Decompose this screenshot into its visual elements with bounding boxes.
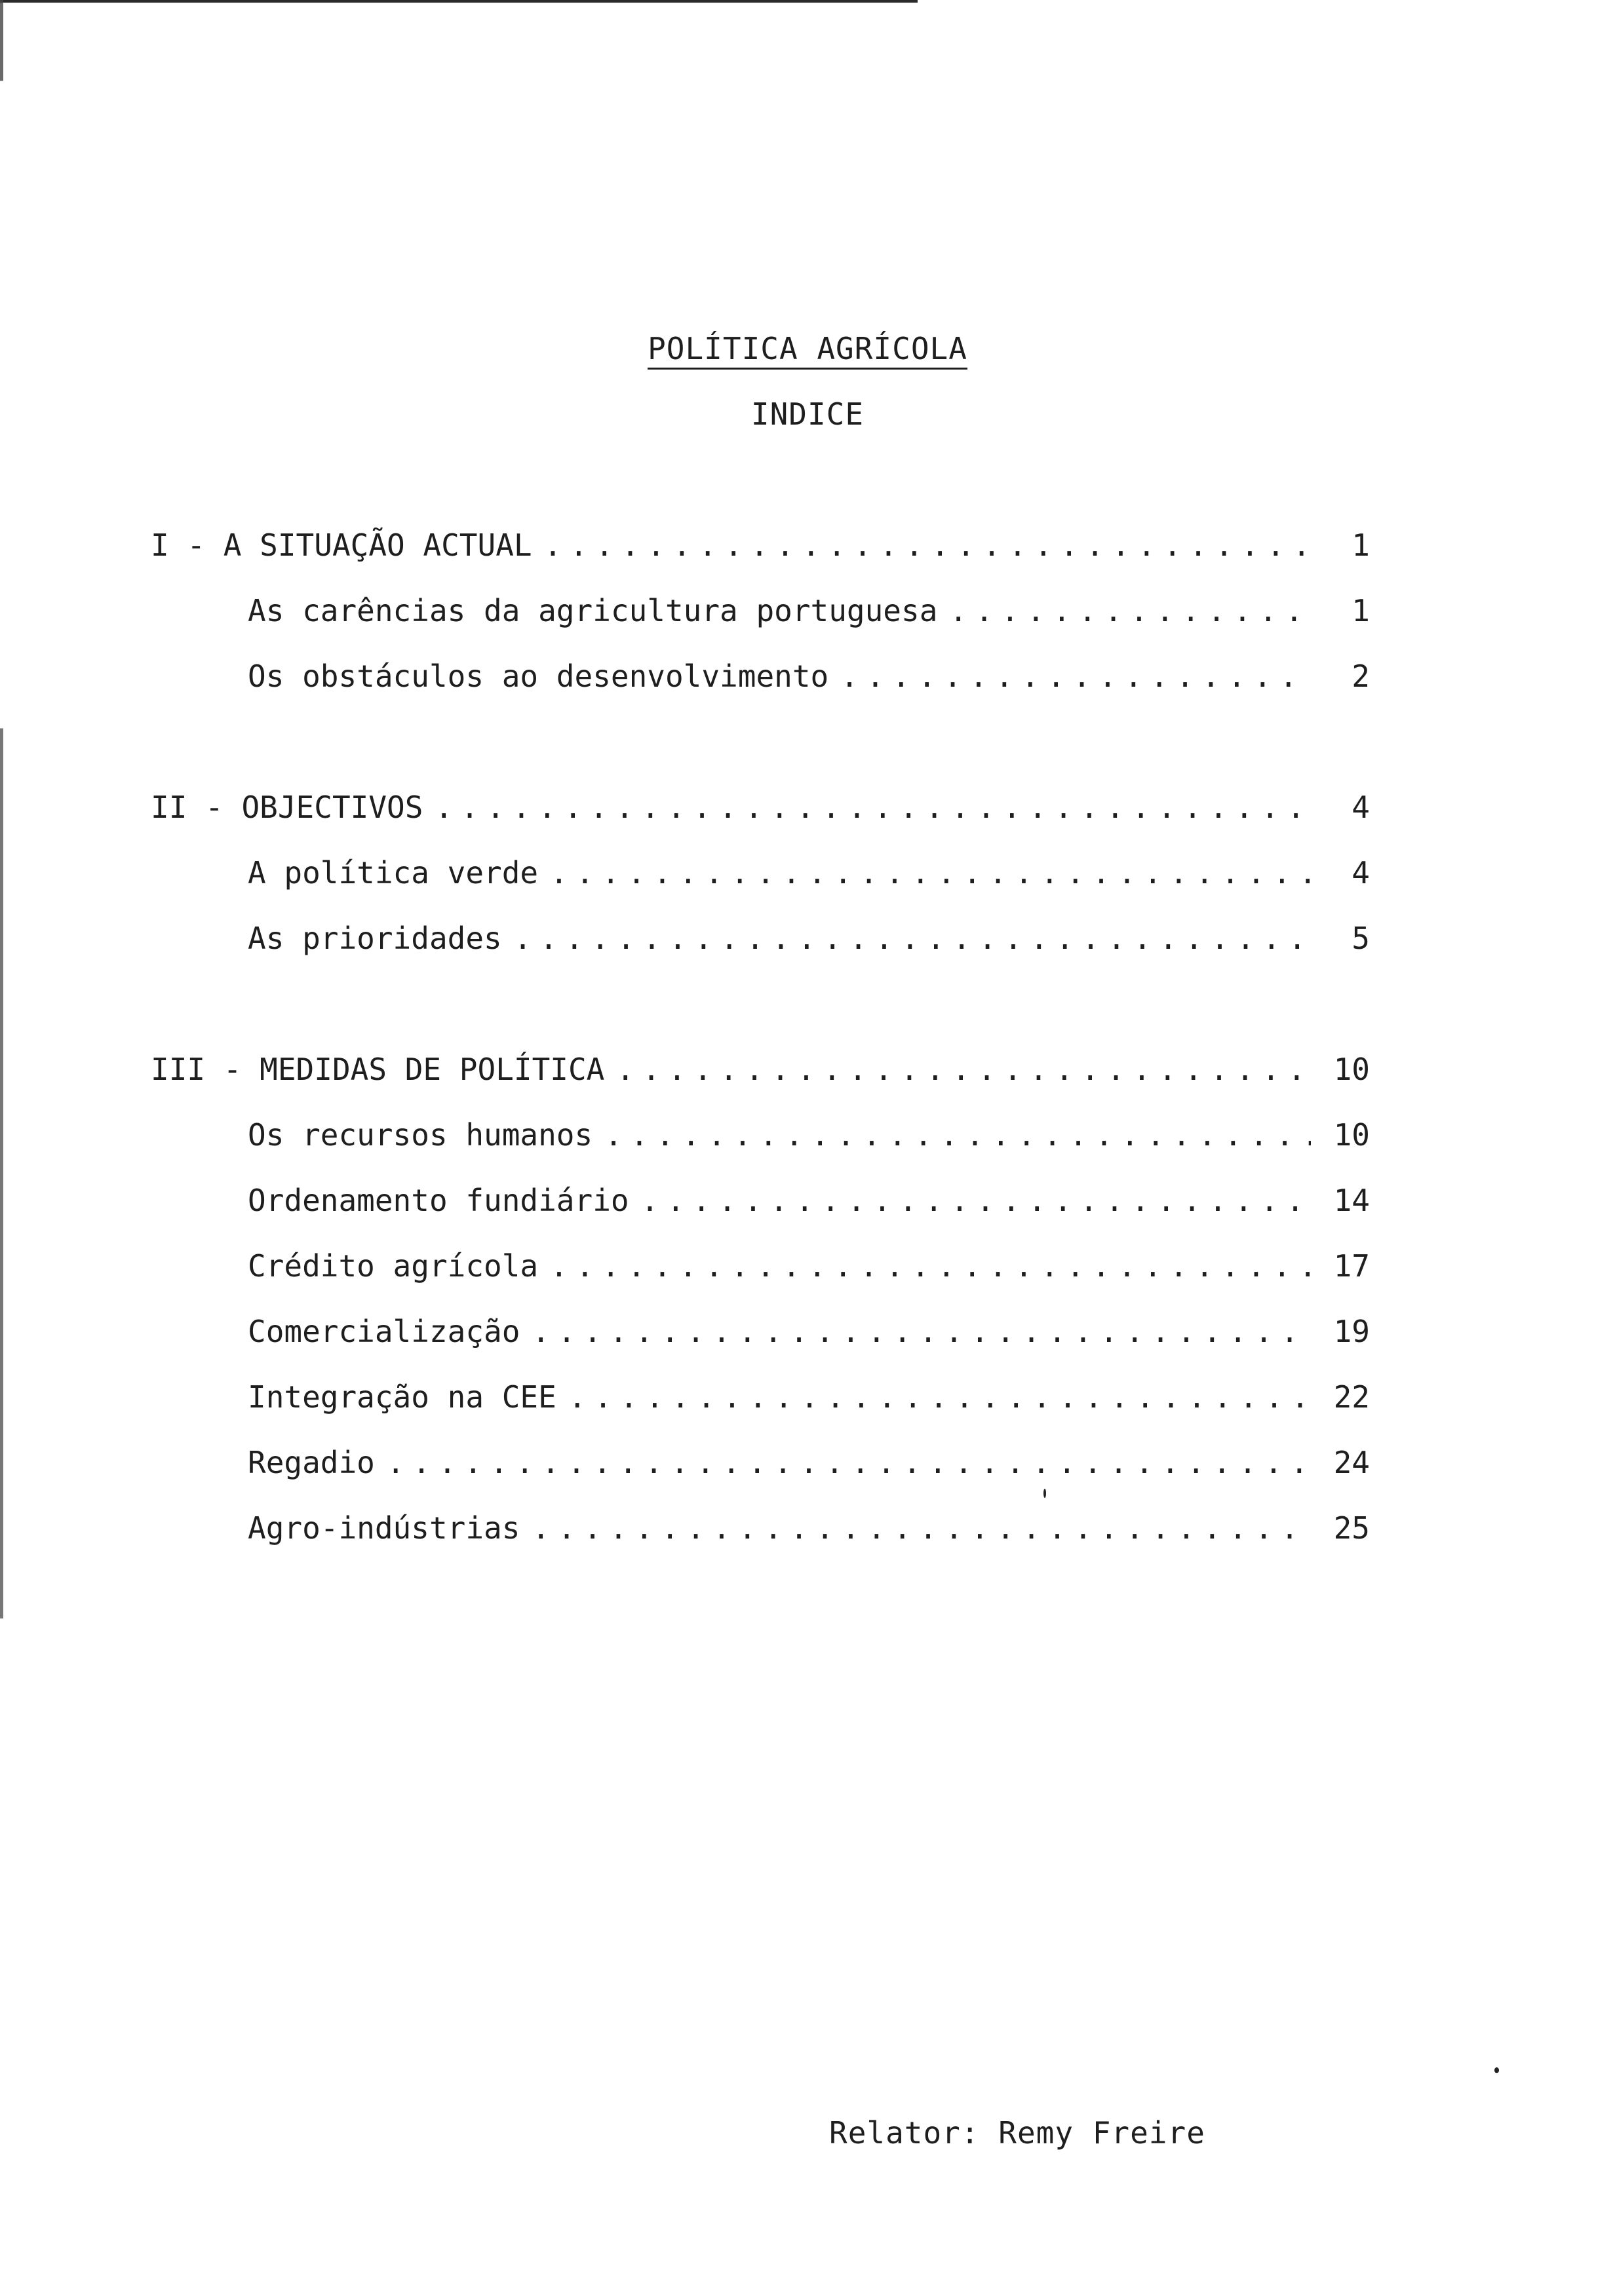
toc-page-number: 1 <box>1352 593 1370 628</box>
toc-leader-dots <box>544 527 1311 563</box>
toc-leader-dots <box>604 1117 1311 1153</box>
toc-item[interactable] <box>248 921 1370 960</box>
toc-leader-dots <box>387 1445 1311 1480</box>
toc-item-label: Os recursos humanos <box>248 1117 593 1153</box>
toc-page-number: 22 <box>1333 1379 1370 1415</box>
toc-item-label: As prioridades <box>248 921 502 956</box>
toc-section-label: III - MEDIDAS DE POLÍTICA <box>151 1052 605 1087</box>
toc-page-number: 24 <box>1333 1445 1370 1480</box>
toc-item-label: Ordenamento fundiário <box>248 1183 629 1218</box>
toc-page-number: 4 <box>1352 790 1370 825</box>
toc-item[interactable] <box>248 1510 1370 1550</box>
toc-leader-dots <box>568 1379 1311 1415</box>
toc-page-number: 19 <box>1333 1314 1370 1349</box>
scan-speck <box>1494 2067 1499 2073</box>
toc-item-label: Regadio <box>248 1445 375 1480</box>
toc-item-label: Crédito agrícola <box>248 1248 539 1284</box>
toc-item[interactable] <box>248 1445 1370 1484</box>
toc-page-number: 17 <box>1333 1248 1370 1284</box>
document-subtitle: INDICE <box>750 396 865 432</box>
document-title-text: POLÍTICA AGRÍCOLA <box>648 331 967 370</box>
toc-page-number: 1 <box>1352 527 1370 563</box>
toc-leader-dots <box>840 659 1311 694</box>
toc-item[interactable] <box>248 1183 1370 1222</box>
toc-item[interactable] <box>248 593 1370 632</box>
toc-item[interactable] <box>248 1314 1370 1353</box>
toc-section-2[interactable] <box>151 790 1370 829</box>
toc-leader-dots <box>532 1510 1311 1546</box>
toc-leader-dots <box>435 790 1311 825</box>
toc-item[interactable] <box>248 855 1370 894</box>
toc-leader-dots <box>949 593 1311 628</box>
toc-section-label: II - OBJECTIVOS <box>151 790 423 825</box>
relator-credit: Relator: Remy Freire <box>829 2115 1205 2151</box>
scan-speck <box>1043 1489 1046 1498</box>
toc-page-number: 10 <box>1333 1117 1370 1153</box>
toc-page-number: 25 <box>1333 1510 1370 1546</box>
toc-item-label: Os obstáculos ao desenvolvimento <box>248 659 829 694</box>
toc-item-label: A política verde <box>248 855 539 890</box>
toc-item[interactable] <box>248 1248 1370 1288</box>
toc-page-number: 4 <box>1352 855 1370 890</box>
toc-item-label: Integração na CEE <box>248 1379 556 1415</box>
toc-leader-dots <box>550 1248 1311 1284</box>
scan-edge-top <box>0 0 918 3</box>
scan-edge-left <box>0 0 3 1618</box>
toc-section-label: I - A SITUAÇÃO ACTUAL <box>151 527 532 563</box>
toc-section-1[interactable] <box>151 527 1370 567</box>
document-title <box>0 331 1615 366</box>
toc-leader-dots <box>532 1314 1311 1349</box>
toc-section-3[interactable] <box>151 1052 1370 1091</box>
toc-page-number: 5 <box>1352 921 1370 956</box>
toc-leader-dots <box>514 921 1311 956</box>
toc-item-label: Comercialização <box>248 1314 520 1349</box>
toc-item[interactable] <box>248 659 1370 698</box>
toc-item[interactable] <box>248 1117 1370 1157</box>
toc-page-number: 10 <box>1333 1052 1370 1087</box>
toc-page-number: 2 <box>1352 659 1370 694</box>
toc-leader-dots <box>616 1052 1311 1087</box>
toc-item[interactable] <box>248 1379 1370 1419</box>
toc-item-label: Agro-indústrias <box>248 1510 520 1546</box>
toc-leader-dots <box>641 1183 1311 1218</box>
toc-page-number: 14 <box>1333 1183 1370 1218</box>
toc-item-label: As carências da agricultura portuguesa <box>248 593 938 628</box>
toc-leader-dots <box>550 855 1311 890</box>
